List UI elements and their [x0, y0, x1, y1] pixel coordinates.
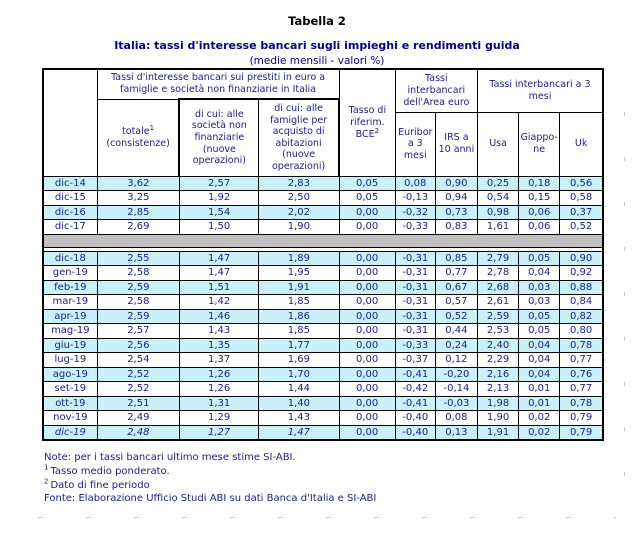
table-row	[43, 176, 603, 191]
cell-value: 1,43	[259, 411, 339, 426]
table-row	[43, 295, 603, 310]
cell-value: 1,89	[259, 251, 339, 266]
cell-value: 0,67	[435, 280, 477, 295]
row-label: ago-19	[43, 367, 97, 382]
cell-value: -0,31	[395, 295, 435, 310]
cell-value: 1,85	[259, 324, 339, 339]
cell-value: 0,85	[435, 251, 477, 266]
table-row	[43, 411, 603, 426]
cell-value: 0,03	[519, 295, 560, 310]
cell-value: 2,69	[97, 220, 179, 235]
cell-value: 0,12	[435, 353, 477, 368]
row-label: apr-19	[43, 309, 97, 324]
cell-value: -0,03	[435, 396, 477, 411]
cell-value: -0,31	[395, 309, 435, 324]
cell-value: 1,91	[477, 425, 518, 440]
cell-value: -0,31	[395, 324, 435, 339]
cell-value: 0,15	[519, 191, 560, 206]
cell-value: 2,57	[179, 176, 258, 191]
cell-value: 1,29	[179, 411, 258, 426]
cell-value: 0,01	[519, 382, 560, 397]
cell-value: 0,90	[435, 176, 477, 191]
cell-value: 2,58	[97, 266, 179, 281]
cell-value: 1,69	[259, 353, 339, 368]
cell-value: 1,85	[259, 295, 339, 310]
footnote-2-text: Dato di fine periodo	[50, 479, 150, 491]
table-row	[43, 425, 603, 440]
footnote-source: Fonte: Elaborazione Ufficio Studi ABI su dati Banca d'Italia e SI-ABI	[44, 493, 377, 505]
cell-value: 1,86	[259, 309, 339, 324]
separator-row	[43, 234, 603, 247]
cell-value: 0,02	[519, 425, 560, 440]
cell-value: 2,16	[477, 367, 518, 382]
cell-value: 0,05	[519, 309, 560, 324]
cell-value: 1,42	[179, 295, 258, 310]
cell-value: 1,47	[179, 266, 258, 281]
cell-value: 0,05	[519, 324, 560, 339]
cell-value: 0,73	[435, 205, 477, 220]
cell-value: 1,51	[179, 280, 258, 295]
page-title: Italia: tassi d'interesse bancari sugli impieghi e rendimenti guida	[114, 39, 520, 52]
row-label: lug-19	[43, 353, 97, 368]
cell-value: 1,44	[259, 382, 339, 397]
cell-value: 2,61	[477, 295, 518, 310]
cell-value: 2,29	[477, 353, 518, 368]
cell-value: 1,50	[179, 220, 258, 235]
group-header-loans: Tassi d'interesse bancari sui prestiti in euro a famiglie e società non finanziarie in Italia	[97, 69, 339, 99]
cell-value: 2,13	[477, 382, 518, 397]
cell-value: 0,37	[560, 205, 603, 220]
cell-value: 0,00	[339, 266, 395, 281]
row-label: mar-19	[43, 295, 97, 310]
table-row	[43, 251, 603, 266]
cell-value: 0,04	[519, 338, 560, 353]
cell-value: 1,90	[477, 411, 518, 426]
cell-value: 1,47	[259, 425, 339, 440]
cell-value: 0,83	[435, 220, 477, 235]
cell-value: -0,33	[395, 220, 435, 235]
cell-value: 2,59	[477, 309, 518, 324]
cell-value: 0,00	[339, 396, 395, 411]
column-header-usa: Usa	[477, 112, 518, 176]
cell-value: -0,37	[395, 353, 435, 368]
cell-value: 0,00	[339, 309, 395, 324]
cell-value: 2,79	[477, 251, 518, 266]
cell-value: -0,41	[395, 367, 435, 382]
cell-value: 2,50	[259, 191, 339, 206]
cell-value: 1,70	[259, 367, 339, 382]
table-row	[43, 280, 603, 295]
cell-value: 0,80	[560, 324, 603, 339]
cell-value: 2,57	[97, 324, 179, 339]
cell-value: 0,04	[519, 266, 560, 281]
page-subtitle: (medie mensili - valori %)	[249, 55, 385, 67]
table-row	[43, 367, 603, 382]
cell-value: 0,54	[477, 191, 518, 206]
cell-value: 0,24	[435, 338, 477, 353]
column-header-societa: di cui: alle società non finanziarie (nuove operazioni)	[179, 99, 258, 176]
table-separator	[43, 234, 603, 251]
cell-value: 0,08	[435, 411, 477, 426]
table-row	[43, 191, 603, 206]
cell-value: -0,33	[395, 338, 435, 353]
totale-label: totale	[122, 125, 150, 137]
cell-value: 0,84	[560, 295, 603, 310]
cell-value: 2,59	[97, 309, 179, 324]
row-label: dic-18	[43, 251, 97, 266]
cell-value: 0,05	[339, 191, 395, 206]
cell-value: 0,82	[560, 309, 603, 324]
cell-value: -0,40	[395, 411, 435, 426]
cell-value: 0,79	[560, 411, 603, 426]
cell-value: 0,00	[339, 425, 395, 440]
cell-value: 0,25	[477, 176, 518, 191]
cell-value: -0,32	[395, 205, 435, 220]
cell-value: 1,98	[477, 396, 518, 411]
column-header-famiglie: di cui: alle famiglie per acquisto di abitazioni (nuove operazioni)	[259, 99, 339, 176]
cell-value: 0,77	[560, 353, 603, 368]
column-header-uk: Uk	[560, 112, 603, 176]
cell-value: 1,91	[259, 280, 339, 295]
cell-value: 0,78	[560, 338, 603, 353]
cell-value: 0,05	[339, 176, 395, 191]
cell-value: 0,94	[435, 191, 477, 206]
cell-value: 1,31	[179, 396, 258, 411]
cell-value: 1,37	[179, 353, 258, 368]
table-row	[43, 205, 603, 220]
cell-value: -0,20	[435, 367, 477, 382]
cell-value: 0,58	[560, 191, 603, 206]
cell-value: 2,48	[97, 425, 179, 440]
cell-value: 0,44	[435, 324, 477, 339]
group-header-euro-area: Tassi interbancari dell'Area euro	[395, 69, 477, 112]
cell-value: 0,77	[435, 266, 477, 281]
row-label: dic-17	[43, 220, 97, 235]
totale-footnote-ref: 1	[149, 123, 155, 132]
table-row	[43, 266, 603, 281]
column-header-euribor: Euribor a 3 mesi	[395, 112, 435, 176]
cell-value: 2,55	[97, 251, 179, 266]
row-label: dic-19	[43, 425, 97, 440]
cell-value: 1,90	[259, 220, 339, 235]
cell-value: 2,52	[97, 367, 179, 382]
row-label: giu-19	[43, 338, 97, 353]
cell-value: -0,31	[395, 280, 435, 295]
cell-value: -0,14	[435, 382, 477, 397]
cell-value: 0,00	[339, 205, 395, 220]
row-label: mag-19	[43, 324, 97, 339]
table-row	[43, 324, 603, 339]
interest-rates-table	[42, 68, 604, 441]
cell-value: 1,77	[259, 338, 339, 353]
cell-value: 0,05	[519, 251, 560, 266]
cell-value: 1,92	[179, 191, 258, 206]
cell-value: 0,00	[339, 411, 395, 426]
cell-value: -0,42	[395, 382, 435, 397]
row-label: dic-15	[43, 191, 97, 206]
footnote-2	[44, 479, 604, 493]
row-label: dic-14	[43, 176, 97, 191]
cell-value: 2,52	[97, 382, 179, 397]
column-header-totale	[97, 99, 179, 176]
bce-label: Tasso di riferim. BCE	[348, 105, 387, 140]
cell-value: 0,08	[395, 176, 435, 191]
cell-value: 0,00	[339, 220, 395, 235]
cell-value: 1,54	[179, 205, 258, 220]
table-header	[43, 69, 603, 176]
cell-value: 2,59	[97, 280, 179, 295]
cell-value: 0,00	[339, 382, 395, 397]
footnote-note: Note: per i tassi bancari ultimo mese stime SI-ABI.	[44, 452, 296, 463]
table-row	[43, 353, 603, 368]
cell-value: 0,90	[560, 251, 603, 266]
cell-value: 3,62	[97, 176, 179, 191]
cell-value: 1,95	[259, 266, 339, 281]
table-number-title: Tabella 2	[288, 14, 346, 28]
cell-value: 0,77	[560, 382, 603, 397]
cell-value: 2,68	[477, 280, 518, 295]
cell-value: 0,00	[339, 353, 395, 368]
cell-value: 0,04	[519, 367, 560, 382]
cell-value: 0,13	[435, 425, 477, 440]
cell-value: 0,00	[339, 251, 395, 266]
totale-sublabel: (consistenze)	[106, 137, 170, 149]
cell-value: 0,06	[519, 220, 560, 235]
cell-value: 1,43	[179, 324, 258, 339]
spreadsheet-gridline-artifacts-right	[624, 112, 625, 477]
row-label: feb-19	[43, 280, 97, 295]
cell-value: 1,27	[179, 425, 258, 440]
footnote-1	[44, 465, 604, 479]
cell-value: 2,53	[477, 324, 518, 339]
cell-value: 2,58	[97, 295, 179, 310]
cell-value: 0,00	[339, 367, 395, 382]
bce-footnote-ref: 2	[374, 126, 380, 135]
cell-value: 2,54	[97, 353, 179, 368]
cell-value: -0,40	[395, 425, 435, 440]
spreadsheet-gridline-artifacts-bottom	[38, 517, 616, 518]
cell-value: 0,98	[477, 205, 518, 220]
table-body-annual	[43, 176, 603, 234]
cell-value: 0,76	[560, 367, 603, 382]
cell-value: 0,02	[519, 411, 560, 426]
cell-value: 3,25	[97, 191, 179, 206]
cell-value: -0,31	[395, 251, 435, 266]
cell-value: -0,13	[395, 191, 435, 206]
cell-value: 2,78	[477, 266, 518, 281]
cell-value: 2,40	[477, 338, 518, 353]
footnote-1-text: Tasso medio ponderato.	[50, 465, 170, 477]
cell-value: 1,26	[179, 367, 258, 382]
column-header-bce	[339, 69, 395, 176]
row-label: gen-19	[43, 266, 97, 281]
cell-value: 0,78	[560, 396, 603, 411]
column-header-irs: IRS a 10 anni	[435, 112, 477, 176]
footnotes	[44, 451, 604, 506]
cell-value: 1,47	[179, 251, 258, 266]
cell-value: 0,88	[560, 280, 603, 295]
cell-value: 0,04	[519, 353, 560, 368]
cell-value: 0,18	[519, 176, 560, 191]
separator-cell	[43, 234, 603, 247]
cell-value: 0,00	[339, 295, 395, 310]
cell-value: 2,02	[259, 205, 339, 220]
cell-value: 1,35	[179, 338, 258, 353]
cell-value: 2,83	[259, 176, 339, 191]
cell-value: 0,52	[435, 309, 477, 324]
cell-value: 1,40	[259, 396, 339, 411]
cell-value: 0,79	[560, 425, 603, 440]
group-header-interbank-3m: Tassi interbancari a 3 mesi	[477, 69, 603, 112]
row-label: ott-19	[43, 396, 97, 411]
table-row	[43, 396, 603, 411]
corner-blank-cell	[43, 69, 97, 176]
footnote-1-marker: 1	[44, 463, 49, 472]
cell-value: 2,51	[97, 396, 179, 411]
cell-value: 2,56	[97, 338, 179, 353]
column-header-giappone: Giappo-ne	[519, 112, 560, 176]
cell-value: -0,41	[395, 396, 435, 411]
cell-value: 0,52	[560, 220, 603, 235]
cell-value: 1,26	[179, 382, 258, 397]
table-row	[43, 309, 603, 324]
table-body-monthly	[43, 251, 603, 440]
row-label: nov-19	[43, 411, 97, 426]
cell-value: 0,03	[519, 280, 560, 295]
cell-value: 0,57	[435, 295, 477, 310]
row-label: set-19	[43, 382, 97, 397]
table-row	[43, 220, 603, 235]
cell-value: 1,46	[179, 309, 258, 324]
cell-value: 0,56	[560, 176, 603, 191]
row-label: dic-16	[43, 205, 97, 220]
cell-value: 2,49	[97, 411, 179, 426]
cell-value: 0,06	[519, 205, 560, 220]
cell-value: 2,85	[97, 205, 179, 220]
cell-value: 0,00	[339, 324, 395, 339]
cell-value: 0,01	[519, 396, 560, 411]
table-row	[43, 338, 603, 353]
cell-value: -0,31	[395, 266, 435, 281]
cell-value: 0,00	[339, 280, 395, 295]
cell-value: 0,00	[339, 338, 395, 353]
cell-value: 1,61	[477, 220, 518, 235]
footnote-2-marker: 2	[44, 477, 49, 486]
table-row	[43, 382, 603, 397]
cell-value: 0,92	[560, 266, 603, 281]
